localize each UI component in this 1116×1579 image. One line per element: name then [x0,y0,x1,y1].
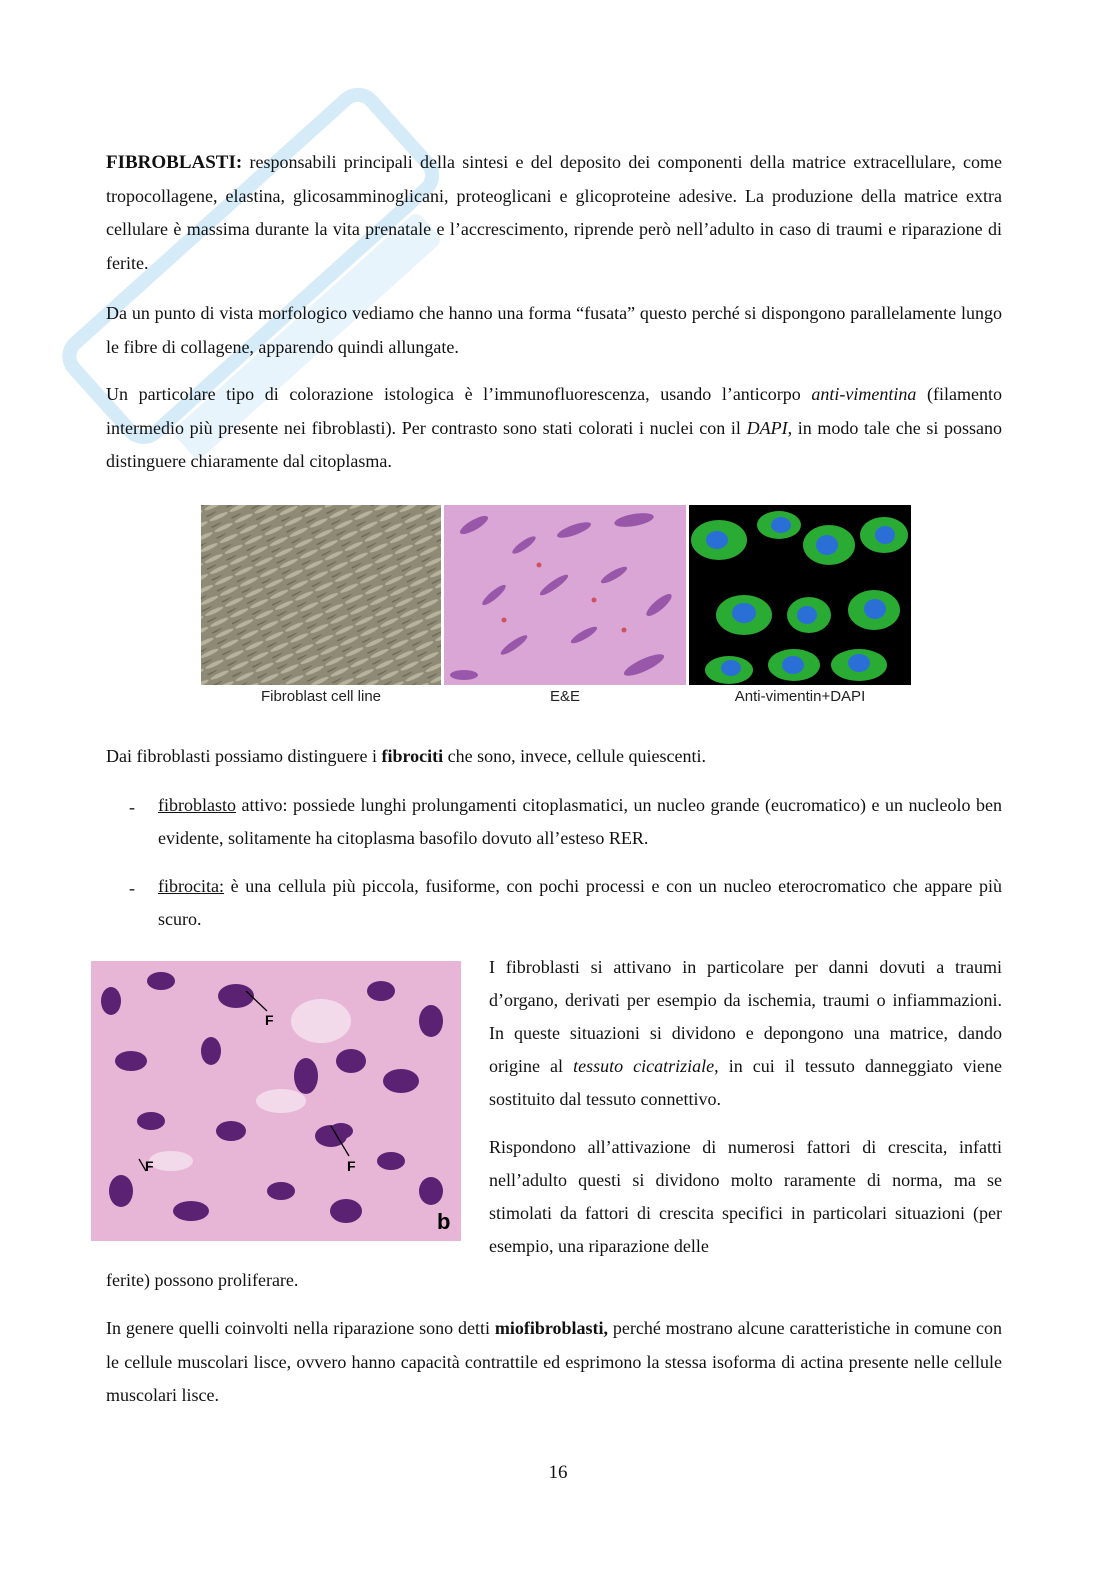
bullet-marker: - [129,797,135,817]
myofibroblasts-paragraph [106,1312,1002,1413]
immuno-text-1: Un particolare tipo di colorazione istologica è l’immunofluorescenza, usando l’anticorpo [106,384,812,404]
myofibro-text-2: perché mostrano alcune caratteristiche in comune con le cellule muscolari lisce, ovvero hanno capacità contrattile ed esprimono la stessa isoforma di actina presente nelle cellule muscolari lisce. [106,1318,1002,1405]
intro-text: responsabili principali della sintesi e del deposito dei componenti della matrice extracellulare, come tropocollagene, elastina, glicosamminoglicani, proteoglicani e glicoproteine adesive. La produzione della matrice extra cellulare è massima durante la vita prenatale e l’accrescimento, riprende però nell’adulto in caso di traumi e riparazione di ferite. [106,152,1003,273]
he-stain-image [444,505,686,685]
myofibro-term: miofibroblasti, [494,1318,609,1338]
fibrocytes-paragraph [106,740,1002,774]
histology-label-f1: F [265,1012,274,1028]
activation-paragraph [489,951,1002,1116]
bullet-fibroblasto [158,789,1002,855]
histology-panel-letter: b [437,1209,451,1234]
bullet-term: fibroblasto [158,795,236,815]
growth-factors-tail: ferite) possono proliferare. [106,1270,299,1290]
caption-fibroblast-cell-line: Fibroblast cell line [260,688,382,705]
figure-row [201,505,911,685]
bullet-fibrocita [158,870,1002,936]
histology-label-f2: F [347,1158,356,1174]
intro-paragraph [106,146,1002,280]
immuno-text-2: (filamento intermedio più presente nei fibroblasti). Per contrasto sono stati colorati i nuclei con il [106,384,1002,438]
growth-factors-paragraph: Rispondono all’attivazione di numerosi fattori di crescita, infatti nell’adulto questi si dividono molto raramente di norma, ma se stimolati da fattori di crescita specifici in particolari situazioni (per esempio, una riparazione delle [489,1137,1002,1256]
bullet-text: è una cellula più piccola, fusiforme, con pochi processi e con un nucleo eterocromatico che appare più scuro. [158,876,1002,929]
immunofluorescence-image [689,505,911,685]
fibroblast-cell-line-image [201,505,441,685]
histology-label-f3: F [145,1158,154,1174]
section-title: FIBROBLASTI: [106,152,243,173]
myofibro-text-1: In genere quelli coinvolti nella riparazione sono detti [106,1318,495,1338]
caption-anti-vimentin: Anti-vimentin+DAPI [734,688,866,705]
page-number: 16 [548,1462,568,1483]
fibrocytes-text-1: Dai fibroblasti possiamo distinguere i [106,746,382,766]
bullet-marker: - [129,878,135,898]
immunofluorescence-paragraph [106,378,1002,479]
dapi-label: DAPI [746,417,788,438]
fibrocytes-term: fibrociti [381,746,444,766]
activation-text-2: in cui il tessuto danneggiato viene sostituito dal tessuto connettivo. [489,1056,1003,1109]
immuno-text-3: , in modo tale che si possano distinguere chiaramente dal citoplasma. [106,417,1003,471]
morphology-paragraph: Da un punto di vista morfologico vediamo che hanno una forma “fusata” questo perché si dispongono parallelamente lungo le fibre di collagene, apparendo quindi allungate. [106,303,1002,357]
scar-tissue-term: tessuto cicatriziale, [573,1056,719,1076]
antibody-name: anti-vimentina [811,384,917,404]
histology-image [91,961,461,1241]
fibrocytes-text-2: che sono, invece, cellule quiescenti. [443,746,707,766]
bullet-term: fibrocita: [158,876,224,896]
bullet-text: attivo: possiede lunghi prolungamenti citoplasmatici, un nucleo grande (eucromatico) e un nucleolo ben evidente, solitamente ha citoplasma basofilo dovuto all’esteso RER. [158,795,1002,848]
caption-he: E&E [549,688,580,705]
activation-text-1: I fibroblasti si attivano in particolare per danni dovuti a traumi d’organo, derivati per esempio da ischemia, traumi o infiammazioni. In queste situazioni si dividono e depongono una matrice, dando origine al [489,957,1002,1076]
